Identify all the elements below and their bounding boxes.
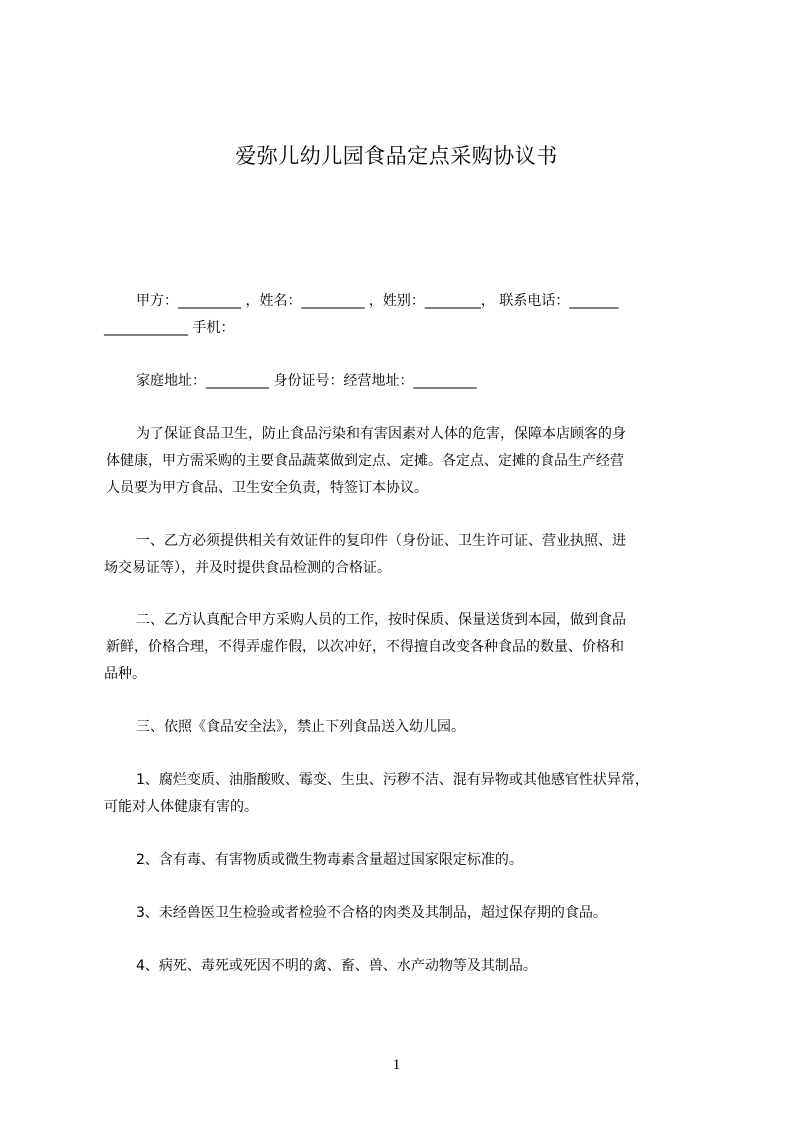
document-title: 爱弥儿幼儿园食品定点采购协议书	[235, 144, 558, 168]
page-number: 1	[392, 1057, 401, 1073]
item-4-line-1: 4、病死、毒死或死因不明的禽、畜、兽、水产动物等及其制品。	[136, 958, 537, 974]
clause-1-line-2: 场交易证等），并及时提供食品检测的合格证。	[104, 560, 391, 576]
clause-3-line-1: 三、依照《食品安全法》，禁止下列食品送入幼儿园。	[136, 719, 465, 735]
intro-paragraph-line-3: 人员要为甲方食品、卫生安全负责，特签订本协议。	[106, 480, 428, 496]
clause-2-line-3: 品种。	[104, 666, 146, 682]
clause-2-line-2: 新鲜，价格合理，不得弄虚作假，以次冲好，不得擅自改变各种食品的数量、价格和	[106, 639, 624, 655]
party-info-line-2: ____________ 手机：	[104, 320, 235, 336]
intro-paragraph-line-2: 体健康，甲方需采购的主要食品蔬菜做到定点、定摊。各定点、定摊的食品生产经营	[106, 453, 624, 469]
item-1-line-1: 1、腐烂变质、油脂酸败、霉变、生虫、污秽不洁、混有异物或其他感官性状异常，	[136, 772, 649, 788]
party-info-line-1: 甲方：_________ ，姓名：_________ ，姓别：________， 联系电话：_______	[136, 293, 619, 309]
address-line: 家庭地址：_________ 身份证号：经营地址：_________	[136, 373, 477, 389]
clause-1-line-1: 一、乙方必须提供相关有效证件的复印件（身份证、卫生许可证、营业执照、进	[136, 533, 626, 549]
clause-2-line-1: 二、乙方认真配合甲方采购人员的工作，按时保质、保量送货到本园，做到食品	[136, 612, 626, 628]
item-3-line-1: 3、未经兽医卫生检验或者检验不合格的肉类及其制品，超过保存期的食品。	[136, 905, 607, 921]
item-2-line-1: 2、含有毒、有害物质或微生物毒素含量超过国家限定标准的。	[136, 852, 523, 868]
item-1-line-2: 可能对人体健康有害的。	[104, 799, 258, 815]
intro-paragraph-line-1: 为了保证食品卫生，防止食品污染和有害因素对人体的危害，保障本店顾客的身	[136, 426, 626, 442]
